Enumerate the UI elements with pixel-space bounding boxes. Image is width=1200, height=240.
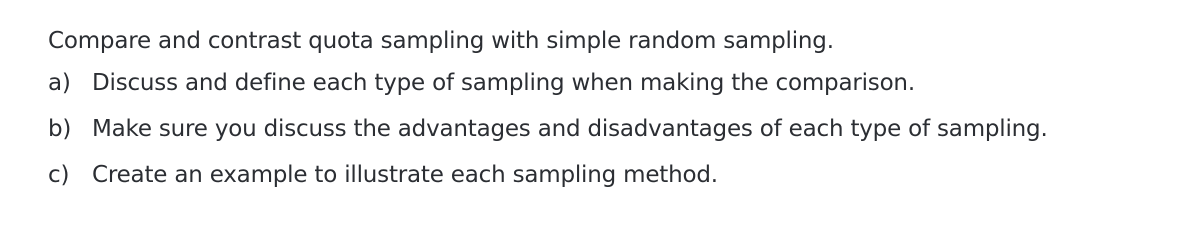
sub-question-text: Make sure you discuss the advantages and disadvantages of each type of sampling. [92, 116, 1048, 142]
sub-question-text: Discuss and define each type of sampling when making the comparison. [92, 70, 915, 96]
sub-question-c [48, 158, 1048, 204]
sub-question-a [48, 66, 1048, 112]
sub-question-list [48, 66, 1048, 204]
sub-question-b [48, 112, 1048, 158]
sub-question-marker: a) [48, 70, 71, 96]
question-prompt: Compare and contrast quota sampling with simple random sampling. [48, 28, 834, 54]
sub-question-marker: b) [48, 116, 72, 142]
sub-question-marker: c) [48, 162, 70, 188]
sub-question-text: Create an example to illustrate each sampling method. [92, 162, 718, 188]
